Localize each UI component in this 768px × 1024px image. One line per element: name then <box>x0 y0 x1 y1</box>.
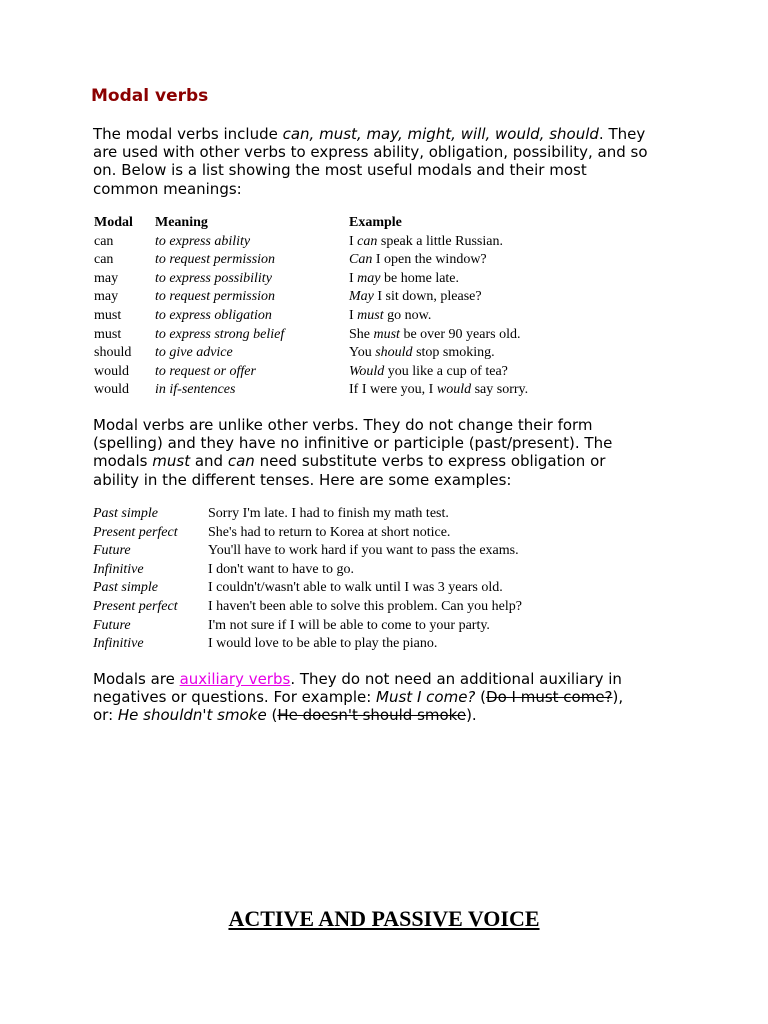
example-text: I open the window? <box>372 252 487 268</box>
modal-cell: would <box>94 382 129 398</box>
modal-cell: must <box>94 326 122 342</box>
column-header-meaning: Meaning <box>155 215 208 230</box>
modal-cell: may <box>94 289 119 305</box>
incorrect-example: He doesn't should smoke <box>277 706 467 725</box>
paragraph-text: ), <box>612 688 624 707</box>
table-row <box>94 270 694 289</box>
auxiliary-verbs-link[interactable]: auxiliary verbs <box>179 670 291 688</box>
table-row <box>94 288 694 307</box>
example-text: I <box>349 307 358 323</box>
auxiliary-verbs-paragraph <box>93 670 683 725</box>
example-cell: You'll have to work hard if you want to pass the exams. <box>208 543 519 559</box>
meaning-cell: to express ability <box>155 233 251 249</box>
tense-cell: Present perfect <box>93 524 178 540</box>
example-cell: I couldn't/wasn't able to walk until I was 3 years old. <box>208 580 503 596</box>
meaning-cell: in if-sentences <box>155 382 236 398</box>
table-row <box>93 542 693 561</box>
example-cell: Sorry I'm late. I had to finish my math test. <box>208 506 449 521</box>
unlike-other-verbs-paragraph <box>93 416 683 489</box>
paragraph-text: . They do not need an additional auxiliary in <box>290 670 622 688</box>
table-row <box>94 251 694 270</box>
meaning-cell: to request permission <box>155 289 276 305</box>
example-question: Must I come? <box>376 688 476 707</box>
example-text: be over 90 years old. <box>399 326 521 342</box>
modal-word: can <box>227 452 255 471</box>
example-modal: can <box>357 233 378 249</box>
modal-cell: can <box>94 252 114 268</box>
tense-cell: Future <box>93 617 131 633</box>
table-row <box>93 617 693 636</box>
example-modal: may <box>357 270 381 286</box>
meaning-cell: to express strong belief <box>155 326 285 342</box>
table-row <box>94 307 694 326</box>
paragraph-line: Modal verbs are unlike other verbs. They do not change their form <box>93 416 593 434</box>
modal-cell: may <box>94 270 119 286</box>
paragraph-text: ). <box>466 706 477 725</box>
paragraph-text: Modals are <box>93 670 180 688</box>
example-cell: I'm not sure if I will be able to come to your party. <box>208 617 490 633</box>
modal-meanings-table <box>94 214 694 400</box>
column-header-modal: Modal <box>94 215 133 230</box>
modal-cell: should <box>94 345 132 361</box>
tense-examples-table <box>93 505 693 654</box>
paragraph-text: ( <box>475 688 487 707</box>
example-text: If I were you, I <box>349 382 437 398</box>
paragraph-text: and <box>190 452 228 471</box>
modal-cell: must <box>94 307 122 323</box>
intro-line <box>93 125 683 143</box>
example-cell <box>349 233 503 252</box>
meaning-cell: to request or offer <box>155 363 256 379</box>
example-text: stop smoking. <box>412 345 495 361</box>
tense-cell: Infinitive <box>93 561 144 577</box>
tense-cell: Future <box>93 543 131 559</box>
table-row <box>93 524 693 543</box>
table-row <box>94 381 694 400</box>
paragraph-text: need substitute verbs to express obligation or <box>254 452 606 471</box>
table-row <box>93 561 693 580</box>
example-cell <box>349 381 528 400</box>
example-cell <box>349 288 482 307</box>
meaning-cell: to express obligation <box>155 307 272 323</box>
table-row <box>93 635 693 654</box>
example-cell: I haven't been able to solve this problem. Can you help? <box>208 598 522 614</box>
example-modal: Would <box>349 363 385 379</box>
example-text: I <box>349 233 358 249</box>
table-row <box>94 233 694 252</box>
paragraph-line: ability in the different tenses. Here are some examples: <box>93 470 512 489</box>
example-modal: would <box>436 382 472 398</box>
example-text: speak a little Russian. <box>377 233 503 249</box>
table-header-row <box>94 214 694 233</box>
meaning-cell: to give advice <box>155 345 233 361</box>
modal-cell: would <box>94 363 129 379</box>
paragraph-line <box>93 706 683 724</box>
intro-paragraph <box>93 125 683 198</box>
page-heading: Modal verbs <box>91 86 209 106</box>
modal-word: must <box>152 452 191 471</box>
table-row <box>93 505 693 524</box>
example-cell <box>349 251 487 270</box>
example-modal: must <box>357 307 384 323</box>
intro-text: The modal verbs include <box>93 125 283 143</box>
example-cell <box>349 344 495 363</box>
paragraph-text: modals <box>93 452 153 471</box>
table-row <box>94 326 694 345</box>
example-text: you like a cup of tea? <box>384 363 508 379</box>
intro-line: are used with other verbs to express ability, obligation, possibility, and so <box>93 143 648 162</box>
example-cell: I don't want to have to go. <box>208 561 354 577</box>
paragraph-text: or: <box>93 706 118 725</box>
example-text: She <box>349 326 374 342</box>
example-text: go now. <box>383 307 432 323</box>
tense-cell: Past simple <box>93 580 158 596</box>
paragraph-line <box>93 670 683 688</box>
intro-line: common meanings: <box>93 179 242 198</box>
modal-cell: can <box>94 233 114 249</box>
table-row <box>94 363 694 382</box>
example-modal: Can <box>349 252 373 268</box>
tense-cell: Infinitive <box>93 636 144 652</box>
example-cell <box>349 363 508 382</box>
example-negative: He shouldn't smoke <box>117 706 267 725</box>
meaning-cell: to express possibility <box>155 270 272 286</box>
section-title: ACTIVE AND PASSIVE VOICE <box>228 906 540 931</box>
intro-line: on. Below is a list showing the most useful modals and their most <box>93 161 587 180</box>
paragraph-text: negatives or questions. For example: <box>93 688 377 707</box>
incorrect-example: Do I must come? <box>486 688 613 707</box>
column-header-example: Example <box>349 215 402 230</box>
example-text: I sit down, please? <box>373 289 482 305</box>
tense-cell: Present perfect <box>93 598 178 614</box>
example-text: I <box>349 270 358 286</box>
paragraph-text: ( <box>266 706 278 725</box>
paragraph-line <box>93 688 683 706</box>
paragraph-line: (spelling) and they have no infinitive or participle (past/present). The <box>93 434 613 453</box>
meaning-cell: to request permission <box>155 252 276 268</box>
tense-cell: Past simple <box>93 506 158 521</box>
example-cell <box>349 270 459 289</box>
table-row <box>93 598 693 617</box>
example-cell <box>349 326 520 345</box>
example-cell <box>349 307 431 326</box>
table-row <box>93 579 693 598</box>
intro-text: . They <box>598 125 646 143</box>
example-cell: She's had to return to Korea at short notice. <box>208 524 451 540</box>
example-text: be home late. <box>380 270 460 286</box>
example-modal: May <box>349 289 374 305</box>
paragraph-line <box>93 452 683 470</box>
example-modal: must <box>373 326 400 342</box>
example-modal: should <box>375 345 413 361</box>
example-text: You <box>349 345 376 361</box>
example-text: say sorry. <box>471 382 529 398</box>
modal-list-text: can, must, may, might, will, would, should <box>282 125 599 143</box>
table-row <box>94 344 694 363</box>
example-cell: I would love to be able to play the piano. <box>208 636 438 652</box>
